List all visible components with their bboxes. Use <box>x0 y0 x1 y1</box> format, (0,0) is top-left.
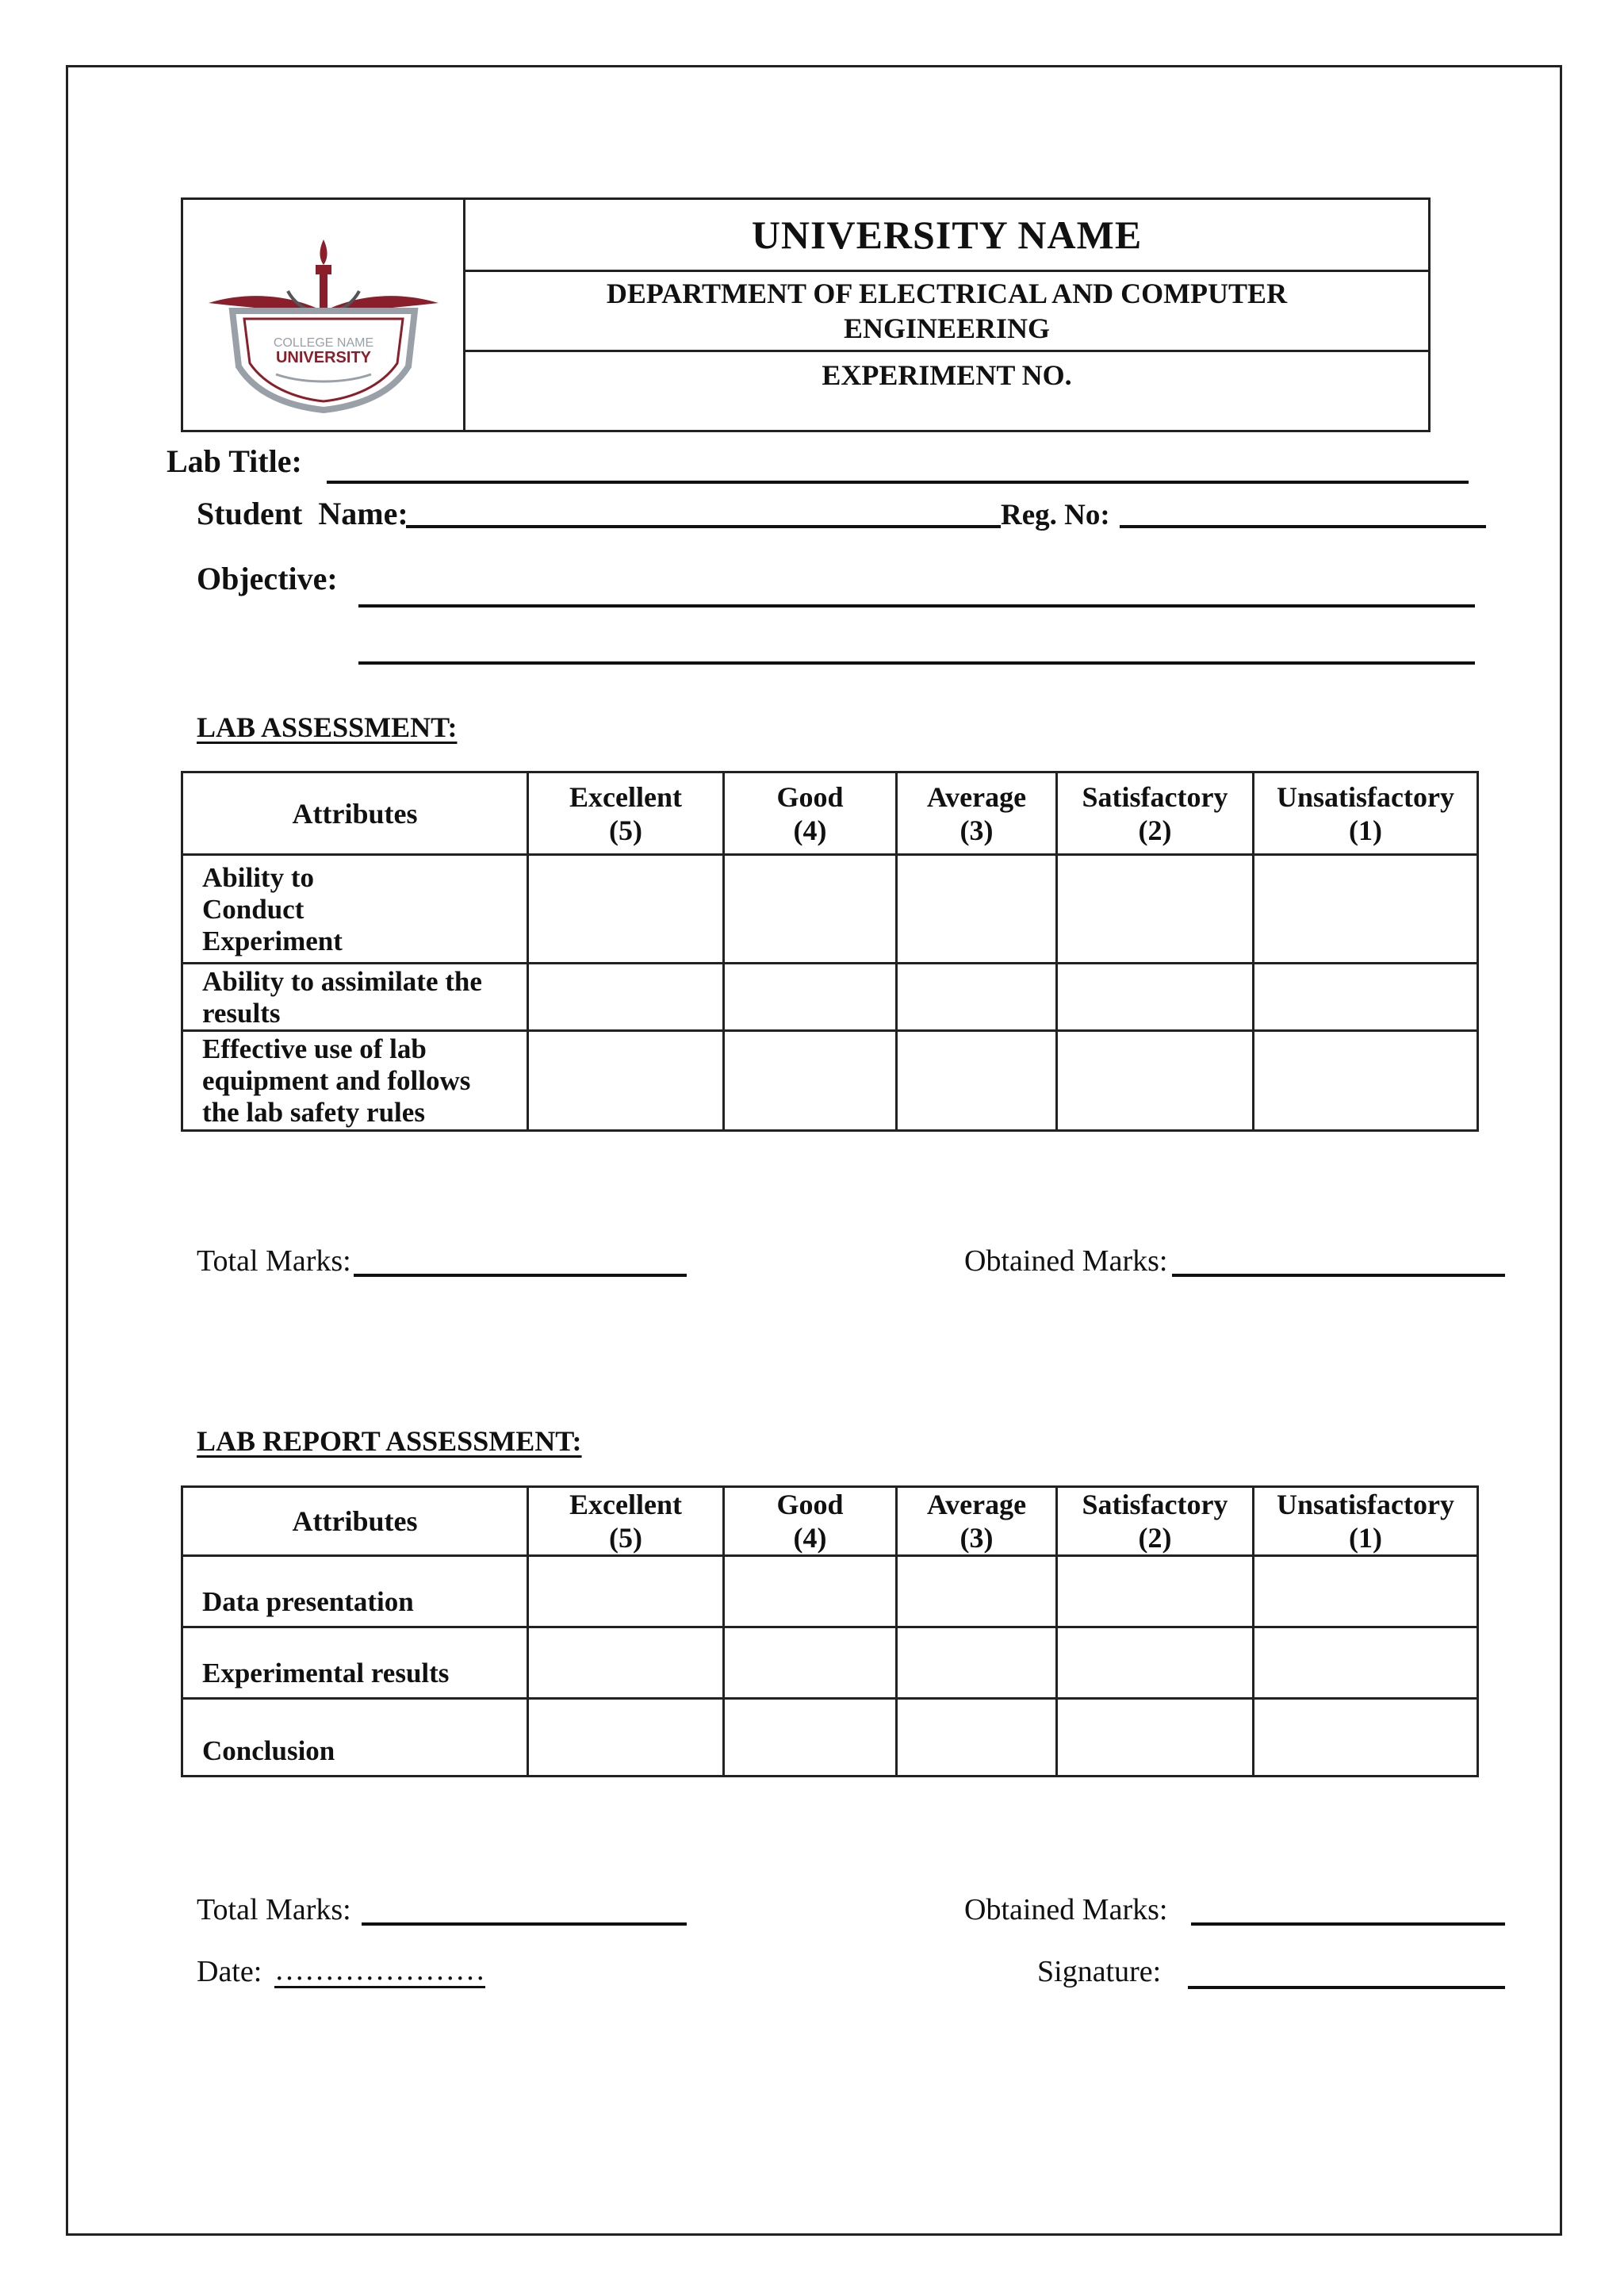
column-header-excellent: Excellent (5) <box>528 772 724 855</box>
lab-total-marks-field[interactable] <box>354 1274 687 1277</box>
rating-cell-excellent[interactable] <box>528 964 724 1031</box>
student-name-field[interactable] <box>406 525 1001 528</box>
rating-cell-excellent[interactable] <box>528 1699 724 1777</box>
table-row <box>182 855 1478 964</box>
logo-cell <box>183 200 465 430</box>
rating-cell-average[interactable] <box>897 1556 1057 1627</box>
table-row <box>182 1627 1478 1699</box>
rating-cell-average[interactable] <box>897 1627 1057 1699</box>
rating-cell-satisfactory[interactable] <box>1057 855 1254 964</box>
lab-assessment-heading: LAB ASSESSMENT: <box>197 711 458 743</box>
rating-cell-average[interactable] <box>897 964 1057 1031</box>
department-name: DEPARTMENT OF ELECTRICAL AND COMPUTER ENGINEERING <box>465 272 1428 352</box>
rating-cell-excellent[interactable] <box>528 1627 724 1699</box>
report-total-marks-field[interactable] <box>362 1922 687 1926</box>
table-header-row <box>182 772 1478 855</box>
table-row <box>182 1556 1478 1627</box>
rating-cell-unsatisfactory[interactable] <box>1254 855 1478 964</box>
column-header-unsatisfactory: Unsatisfactory (1) <box>1254 772 1478 855</box>
column-header-attributes: Attributes <box>182 772 528 855</box>
table-row <box>182 1699 1478 1777</box>
lab-title-field[interactable] <box>327 481 1469 484</box>
column-header-satisfactory: Satisfactory (2) <box>1057 1487 1254 1556</box>
rating-cell-good[interactable] <box>724 964 897 1031</box>
report-obtained-marks-label: Obtained Marks: <box>964 1893 1168 1926</box>
attribute-cell: Ability to assimilate the results <box>182 964 528 1031</box>
rating-cell-excellent[interactable] <box>528 1556 724 1627</box>
rating-cell-excellent[interactable] <box>528 1031 724 1131</box>
rating-cell-unsatisfactory[interactable] <box>1254 1627 1478 1699</box>
rating-cell-good[interactable] <box>724 1627 897 1699</box>
rating-cell-good[interactable] <box>724 1031 897 1131</box>
signature-field[interactable] <box>1188 1986 1505 1989</box>
header-title-column <box>465 200 1428 430</box>
signature-label: Signature: <box>1037 1955 1162 1988</box>
column-header-unsatisfactory: Unsatisfactory (1) <box>1254 1487 1478 1556</box>
rating-cell-average[interactable] <box>897 855 1057 964</box>
lab-obtained-marks-label: Obtained Marks: <box>964 1244 1168 1278</box>
lab-obtained-marks-field[interactable] <box>1172 1274 1505 1277</box>
rating-cell-good[interactable] <box>724 1699 897 1777</box>
university-crest-icon <box>201 216 446 414</box>
column-header-good: Good (4) <box>724 1487 897 1556</box>
university-name: UNIVERSITY NAME <box>465 200 1428 272</box>
report-assessment-heading: LAB REPORT ASSESSMENT: <box>197 1425 582 1457</box>
rating-cell-good[interactable] <box>724 855 897 964</box>
report-obtained-marks-field[interactable] <box>1191 1922 1505 1926</box>
rating-cell-satisfactory[interactable] <box>1057 1031 1254 1131</box>
date-field[interactable]: ………………… <box>274 1953 485 1987</box>
report-assessment-table <box>181 1485 1479 1777</box>
attribute-cell: Conclusion <box>182 1699 528 1777</box>
attribute-cell: Experimental results <box>182 1627 528 1699</box>
table-row <box>182 964 1478 1031</box>
column-header-average: Average (3) <box>897 772 1057 855</box>
date-label: Date: <box>197 1955 262 1988</box>
rating-cell-satisfactory[interactable] <box>1057 964 1254 1031</box>
rating-cell-average[interactable] <box>897 1031 1057 1131</box>
attribute-cell: Data presentation <box>182 1556 528 1627</box>
column-header-attributes: Attributes <box>182 1487 528 1556</box>
rating-cell-unsatisfactory[interactable] <box>1254 1031 1478 1131</box>
rating-cell-satisfactory[interactable] <box>1057 1627 1254 1699</box>
column-header-satisfactory: Satisfactory (2) <box>1057 772 1254 855</box>
rating-cell-average[interactable] <box>897 1699 1057 1777</box>
attribute-cell: Effective use of lab equipment and follows the lab safety rules <box>182 1031 528 1131</box>
objective-field-line-1[interactable] <box>358 604 1475 608</box>
crest-university-text: UNIVERSITY <box>275 349 371 366</box>
column-header-average: Average (3) <box>897 1487 1057 1556</box>
rating-cell-satisfactory[interactable] <box>1057 1699 1254 1777</box>
rating-cell-unsatisfactory[interactable] <box>1254 1556 1478 1627</box>
rating-cell-good[interactable] <box>724 1556 897 1627</box>
objective-field-line-2[interactable] <box>358 661 1475 665</box>
rating-cell-unsatisfactory[interactable] <box>1254 964 1478 1031</box>
student-name-label: Student Name: <box>197 496 408 531</box>
attribute-cell: Ability to Conduct Experiment <box>182 855 528 964</box>
rating-cell-excellent[interactable] <box>528 855 724 964</box>
crest-college-text: COLLEGE NAME <box>273 336 373 350</box>
lab-total-marks-label: Total Marks: <box>197 1244 351 1278</box>
lab-assessment-table <box>181 771 1479 1132</box>
report-total-marks-label: Total Marks: <box>197 1893 351 1926</box>
experiment-number: EXPERIMENT NO. <box>822 359 1072 391</box>
reg-no-field[interactable] <box>1120 525 1486 528</box>
header-table <box>181 197 1431 432</box>
table-row <box>182 1031 1478 1131</box>
lab-title-label: Lab Title: <box>167 443 302 479</box>
rating-cell-satisfactory[interactable] <box>1057 1556 1254 1627</box>
rating-cell-unsatisfactory[interactable] <box>1254 1699 1478 1777</box>
column-header-excellent: Excellent (5) <box>528 1487 724 1556</box>
reg-no-label: Reg. No: <box>1001 499 1110 531</box>
objective-label: Objective: <box>197 561 338 596</box>
column-header-good: Good (4) <box>724 772 897 855</box>
table-header-row <box>182 1487 1478 1556</box>
